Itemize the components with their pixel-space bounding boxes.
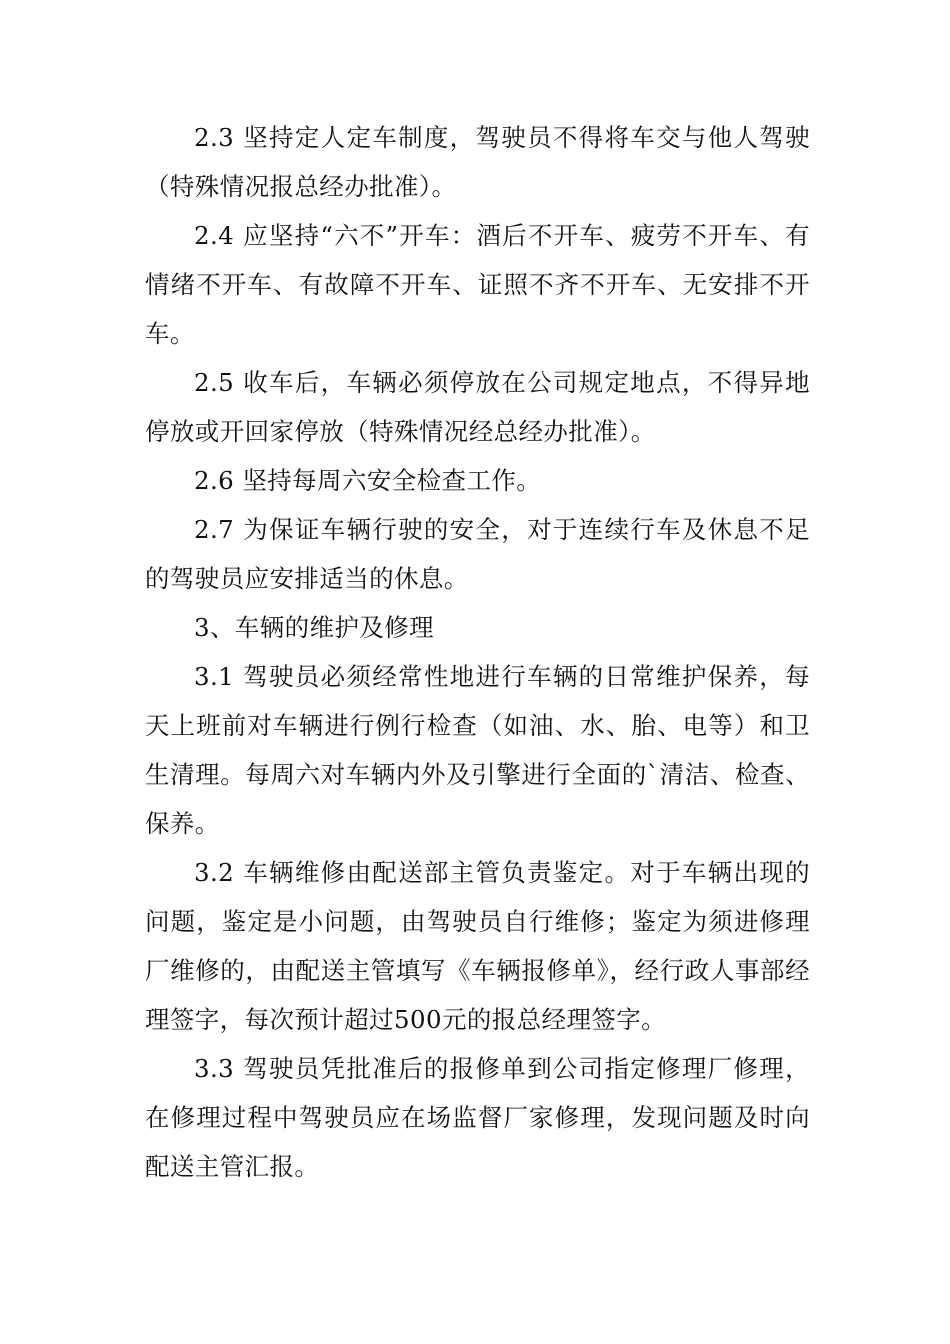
- paragraph-2-5: 2.5 收车后，车辆必须停放在公司规定地点，不得异地停放或开回家停放（特殊情况经总经办批准）。: [145, 368, 810, 446]
- paragraph-3-1: 3.1 驾驶员必须经常性地进行车辆的日常维护保养，每天上班前对车辆进行例行检查（如油、水、胎、电等）和卫生清理。每周六对车辆内外及引擎进行全面的`清洁、检查、保养。: [145, 662, 810, 838]
- document-body: [145, 113, 810, 1191]
- paragraph-2-7: 2.7 为保证车辆行驶的安全，对于连续行车及休息不足的驾驶员应安排适当的休息。: [145, 515, 810, 593]
- paragraph-2-6: 2.6 坚持每周六安全检查工作。: [194, 466, 542, 495]
- paragraph-2-3: 2.3 坚持定人定车制度，驾驶员不得将车交与他人驾驶（特殊情况报总经办批准）。: [145, 123, 810, 201]
- paragraph-2-4: 2.4 应坚持“六不”开车：酒后不开车、疲劳不开车、有情绪不开车、有故障不开车、证照不齐不开车、无安排不开车。: [145, 221, 810, 348]
- paragraph-3-3: 3.3 驾驶员凭批准后的报修单到公司指定修理厂修理，在修理过程中驾驶员应在场监督厂家修理，发现问题及时向配送主管汇报。: [145, 1054, 810, 1181]
- section-heading-3: 3、车辆的维护及修理: [194, 613, 435, 642]
- paragraph-3-2: 3.2 车辆维修由配送部主管负责鉴定。对于车辆出现的问题，鉴定是小问题，由驾驶员自行维修；鉴定为须进修理厂维修的，由配送主管填写《车辆报修单》，经行政人事部经理签字，每次预计超过500元的报总经理签字。: [145, 858, 810, 1034]
